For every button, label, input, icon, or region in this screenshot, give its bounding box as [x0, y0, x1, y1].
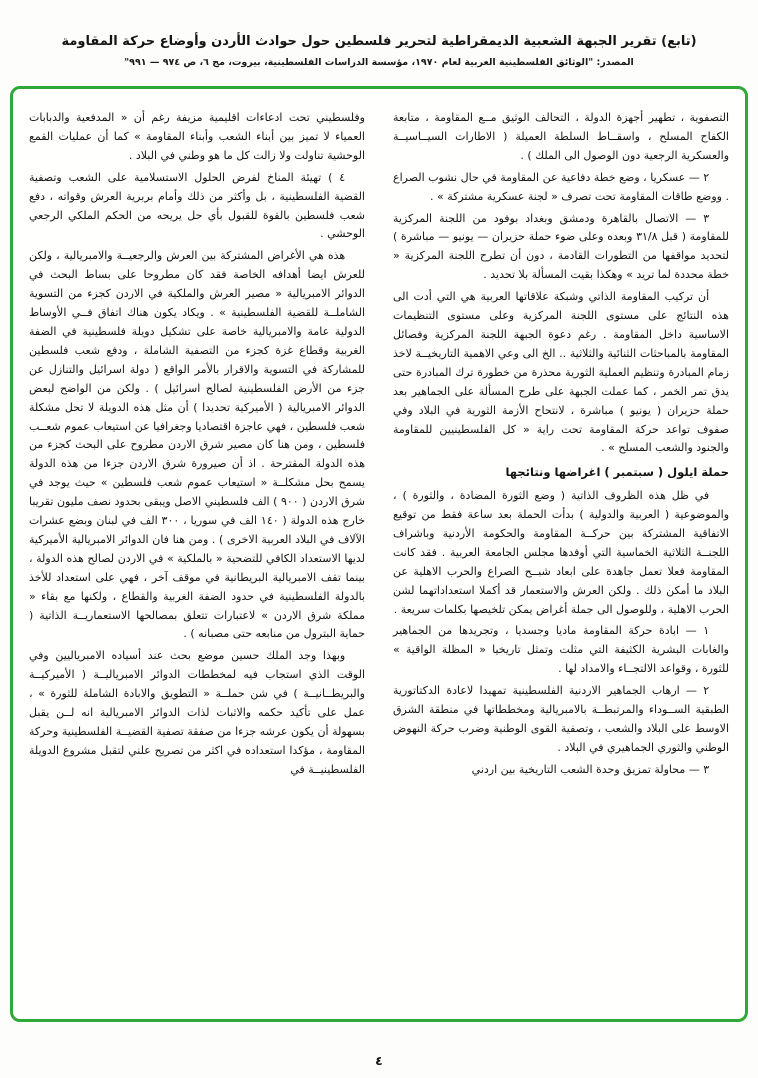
paragraph-numbered: ٢ — عسكريا ، وضع خطة دفاعية عن المقاومة في حال نشوب الصراع . ووضع طاقات المقاومة تحت تصرف « لجنة عسكرية مشتركة » . — [393, 170, 729, 203]
column-left — [29, 109, 365, 1009]
paragraph-numbered: ١ — ابادة حركة المقاومة ماديا وجسديا ، وتجريدها من الجماهير والغابات البشرية الكثيفة التي مثلت وتمثل تاريخيا « المظلة الواقية » للثورة ، وقواعد الالتجــاء والامداد لها . — [393, 624, 729, 676]
paragraph-numbered: ٢ — ارهاب الجماهير الاردنية الفلسطينية تمهيدا لاعادة الدكتاتورية الطبقية الســوداء والمرتبطــة بالامبريالية ومخططاتها في منطقة الشرق الاوسط على البلاد والشعب ، وتصفية القوى الوطنية وضرب حركة النهوض الوطني والثوري الجماهيري في البلاد . — [393, 684, 729, 754]
document-title: (تابع) تقرير الجبهة الشعبية الديمقراطية لتحرير فلسطين حول حوادث الأردن وأوضاع حركة المقاومة — [61, 34, 697, 49]
two-column-layout — [29, 109, 729, 1009]
paragraph: وفلسطيني تحت ادعاءات اقليمية مزيفة رغم أن « المدفعية والدبابات العمياء لا تميز بين أبناء الشعب وأبناء المقاومة » كما أن عمليات القمع الوحشية تناولت ولا زالت كل ما هو وطني في البلاد . — [29, 111, 365, 162]
source-line: المصدر: "الوثائق الفلسطينية العربية لعام ١٩٧٠، مؤسسة الدراسات الفلسطينية، بيروت، مج ٦، ص ٩٧٤ — ٩٩١" — [124, 57, 634, 68]
content-border-box — [10, 86, 748, 1022]
paragraph: وبهذا وجد الملك حسين موضع بحث عند أسياده الامبرياليين وفي الوقت الذي استجاب فيه لمخططات الدوائر الامبرياليــة ( الأميركيــة والبريطــانيــة ) في شن حملــة « التطويق والابادة الشاملة للثورة » ، عمل على تأكيد حكمه والاثبات لذات الدوائر الامبريالية انه لــن يقبل بسهولة أن يكون عرشه جزءا من صفقة تصفية القضيــة الفلسطينية وحركة المقاومة ، مؤكدا استعداده في اكثر من تصريح علني لتقبل مشروع الدويلة الفلسطينيــة في — [29, 649, 365, 776]
column-right — [393, 109, 729, 1009]
page-number: ٤ — [375, 1053, 383, 1068]
paragraph: في ظل هذه الظروف الذاتية ( وضع الثورة المضادة ، والثورة ) ، والموضوعية ( العربية والدولية ) بدأت الحملة بعد ساعة فقط من توقيع الاتفاقية المشتركة بين حركــة المقاومة والحكومة الأردنية وباشراف اللجنــة الثلاثية الخماسية التي أوفدها مجلس الجامعة العربية . فقد كانت المقاومة فعلا تعمل جاهدة على ابعاد شبــح الصراع والحرب الاهلية عن البلاد ما أمكن ذلك . ولكن العرش والاستعمار قد أكملا استعداداتهما لشن الحرب الاهلية ، وللوصول الى جملة أغراض يمكن تلخيصها بكلمات سريعة . — [393, 489, 729, 616]
paragraph: التصفوية ، تطهير أجهزة الدولة ، التحالف الوثيق مــع المقاومة ، متابعة الكفاح المسلح ، واسقــاط السلطة العميلة ( الاطارات السيــاسيــة والعسكرية الرجعية دون الوصول الى الملك ) . — [393, 111, 729, 162]
paragraph-numbered: ٤ ) تهيئة المناخ لفرض الحلول الاستسلامية على الشعب وتصفية القضية الفلسطينية ، بل وأكثر من ذلك وأمام بربرية العرش وقواته ، دفع شعب فلسطين بالقوة للقبول بأي حل يريحه من الحكم الملكي الرجعي الوحشي . — [29, 170, 365, 241]
paragraph-numbered: ٣ — الاتصال بالقاهرة ودمشق وبغداد بوفود من اللجنة المركزية للمقاومة ( قبل ٣١/٨ وبعده وعلى ضوء حملة حزيران — يونيو — مباشرة ) لتحديد مواقفها من التطورات القادمة ، دون أن تطرح اللجنة المركزية « خطة محددة لما تريد » وهكذا بقيت المسألة بلا تحديد . — [393, 211, 729, 282]
paragraph: أن تركيب المقاومة الذاتي وشبكة علاقاتها العربية هي التي أدت الى هذه النتائج على مستوى اللجنة المركزية وعلى مستوى التنظيمات الاساسية داخل المقاومة . رغم دعوة الجبهة اللجنة المركزية وفصائل المقاومة بالمباحثات الثنائية والثلاثية .. الخ الى وعي الاهمية التاريخيــة لاخذ زمام المبادرة وتنظيم العملية الثورية محذرة من خطورة ترك المبادرة حتى يدق تمر الخمر ، كما عملت الجبهة على طرح المسألة على الجماهير بعد حملة حزيران ( يونيو ) مباشرة ، لانتحاح الأزمة الثورية في البلاد وفي صفوف تواعد حركة المقاومة تحت راية « كل الفلسطينيين للمقاومة والجنود والشعب المسلح » . — [393, 290, 729, 455]
paragraph-numbered: ٣ — محاولة تمزيق وحدة الشعب التاريخية بين اردني — [471, 762, 710, 776]
section-heading: حملة ايلول ( سبتمبر ) اغراضها ونتائجها — [505, 465, 729, 480]
paragraph: هذه هي الأغراض المشتركة بين العرش والرجعيــة والامبريالية ، ولكن للعرش ايضا أهدافه الخاصة فقد كان مطروحا على بساط البحث في الدوائر الامبريالية « مصير العرش والملكية في الاردن كجزء من التسوية الشاملــة للقضية الفلسطينية » . ويكاد يكون هناك اتفاق فــي الأوساط الدولية عامة والامبريالية خاصة على تشكيل دويلة فلسطينية في الضفة الغربية وقطاع غزة كجزء من التصفية الشاملة ، ودفع شعب فلسطين للمشاركة في التسوية والاقرار بالأمر الواقع ( دولة اسرائيل والتنازل عن جزء من الأرض الفلسطينية لصالح اسرائيل ) . ولكن من الواضح لبعض الدوائر الامبريالية ( الأميركية تحديدا ) أن مثل هذه الدويلة لا تحل مشكلة شعب فلسطين ، فهي عاجزة اقتصاديا وجغرافيا عن استيعاب عموم شعــب فلسطين ، ومن هنا كان مصير شرق الاردن مطروح على البحث كجزء من هذه الدولة المقترحة . اذ أن صيرورة شرق الاردن جزءا من هذه الدولة يسمح بحل مشكلــة « استيعاب عموم شعب فلسطين » حيث يوجد في شرق الاردن ( ٩٠٠ ) الف فلسطيني الاصل ويبقى بحدود نصف مليون تقريبا خارج هذه الدولة ( ١٤٠ الف في سوريا ، ٣٠٠ الف في لبنان وبضع عشرات الآلاف في البلاد العربية الاخرى ) . ومن هنا فان الدوائر الامبريالية الأميركية لديها الاستعداد الكافي للتضحية « بالملكية » في الاردن لصالح هذه الدولة ، بينما تقف الامبريالية البريطانية في موقف آخر ، فهي على استعداد للأخذ بالدولة الفلسطينية في حدود الضفة الغربية والقطاع ، ولكنها مع بقاء « مملكة شرق الاردن » لاعتبارات تتعلق بمصالحها الاستعماريــة الذاتية ( حماية البترول من منابعه حتى مصبانه ) . — [29, 249, 365, 641]
document-header — [0, 0, 758, 68]
